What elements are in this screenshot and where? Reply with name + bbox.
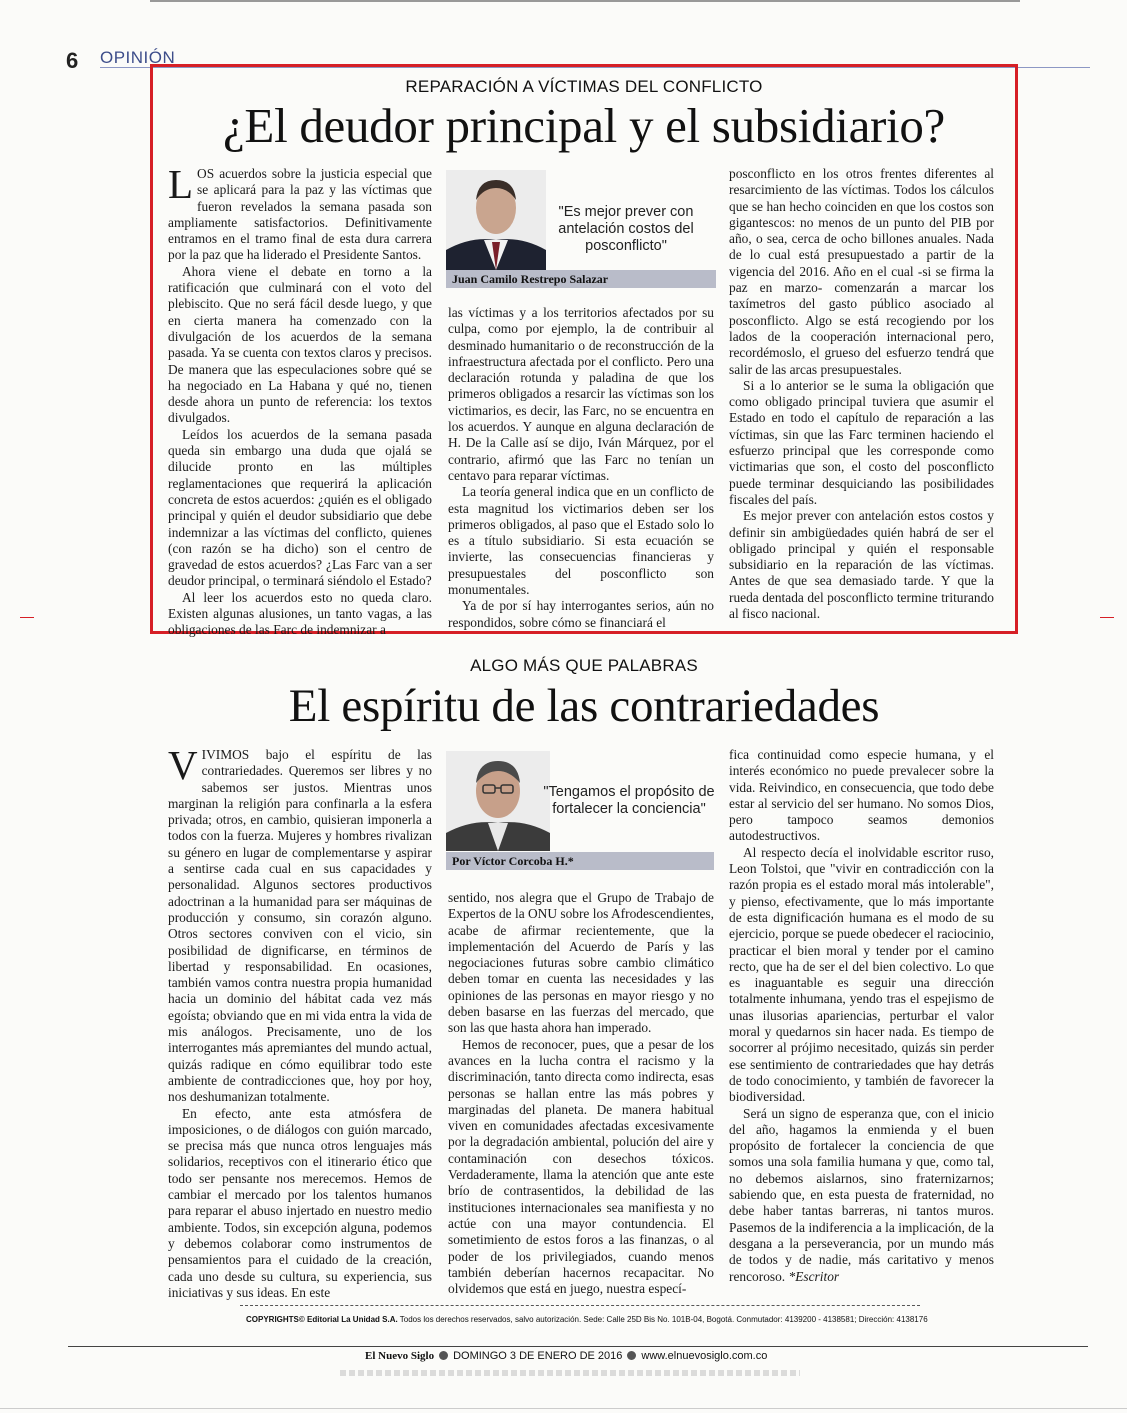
dropcap: L	[168, 161, 194, 207]
pull-quote: "Tengamos el propósito de fortalecer la conciencia"	[543, 784, 715, 817]
signoff: *Escritor	[788, 1268, 840, 1284]
faint-bleedthrough	[340, 1370, 800, 1376]
article2-headline: El espíritu de las contrariedades	[288, 680, 880, 732]
article2-column-2	[448, 890, 714, 1297]
footer-date: DOMINGO 3 DE ENERO DE 2016	[453, 1350, 623, 1362]
paragraph: Hemos de reconocer, pues, que a pesar de los avances en la lucha contra el racismo y la discriminación, tanto directa como indirecta, esas personas se hallan entre las más pobres y marginadas del planeta. De manera habitual viven en comunidades afectadas excesivamente por la degradación ambiental, polución del aire y contaminación con desechos tóxicos. Verdaderamente, llama la atención que ante este brío de contrasentidos, la debilidad de las instituciones internacionales sea manifiesta y no actúe con una mayor contundencia. El sometimiento de estos foros a las finanzas, o al poder de los privilegiados, cuando menos también deberían hacernos recapacitar. No olvidemos que está en juego, nuestra especí-	[448, 1036, 714, 1297]
dropcap: V	[168, 742, 198, 788]
article2-column-1	[168, 742, 432, 1301]
paragraph: Será un signo de esperanza que, con el inicio del año, hagamos la enmienda y el buen propósito de fortalecer la conciencia de que somos una sola familia humana y que, como tal, no debemos aislarnos, sino fraternizarnos; sabiendo que, en esta puesta de fraternidad, no debe haber tantas barreras, ni tantos muros. Pasemos de la indiferencia a la implicación, de la desgana a la perseverancia, por un mundo más de todos y de nadie, más caritativo y menos rencoroso.	[729, 1105, 994, 1284]
article1-column-2	[448, 305, 714, 631]
paragraph: La teoría general indica que en un conflicto de esta magnitud los victimarios deben ser los primeros obligados, al paso que el Estado solo lo es a título subsidiario. Si esta ecuación se invierte, las consecuencias financieras y presupuestales del posconflicto son monumentales.	[448, 484, 714, 598]
bullet-icon	[627, 1351, 636, 1360]
article2-kicker: ALGO MÁS QUE PALABRAS	[470, 656, 698, 675]
paragraph: las víctimas y a los territorios afectados por su culpa, como por ejemplo, la de contribuir al desminado humanitario o de reconstrucción de la infraestructura afectada por el conflicto. Pero una declaración rotunda y paladina de que los primeros obligados a resarcir las víctimas son los victimarios, es decir, las Farc, no se encuentra en los acuerdos. Y aunque en alguna declaración de H. De la Calle así se dijo, Iván Márquez, por el contrario, afirmó que las Farc no tenían un centavo para reparar víctimas.	[448, 305, 714, 483]
article1-column-3	[729, 166, 994, 622]
article1-headline: ¿El deudor principal y el subsidiario?	[222, 98, 946, 153]
footer-website[interactable]: www.elnuevosiglo.com.co	[641, 1350, 768, 1362]
footer-rule	[68, 1346, 1088, 1347]
margin-mark	[20, 617, 34, 618]
article2-column-3	[729, 747, 994, 1285]
bullet-icon	[439, 1351, 448, 1360]
author-photo	[446, 170, 546, 270]
author-byline: Por Víctor Corcoba H.*	[446, 852, 714, 870]
author-photo	[446, 751, 550, 851]
page-number: 6	[66, 48, 79, 73]
section-label: OPINIÓN	[100, 48, 176, 67]
paragraph: En efecto, ante esta atmósfera de imposiciones, o de diálogos con guión marcado, se precisa más que nunca otros lenguajes más solidarios, receptivos con el itinerario ético que todo ser pensante nos merecemos. Hemos de cambiar el mercado por los talentos humanos para reparar el abuso injertado en nuestro medio ambiente. Todos, sin excepción alguna, podemos y debemos colaborar como instrumentos de pensamientos para el cuidado de la creación, cada uno desde su cultura, su experiencia, sus iniciativas y sus ideas. En este	[168, 1105, 432, 1300]
paragraph: Es mejor prever con antelación estos costos y definir sin ambigüedades quién habrá de ser el obligado principal y quién el responsable subsidiario en la reparación de las víctimas. Antes de que sea demasiado tarde. Y que la rueda dentada del posconflicto termine triturando al fisco nacional.	[729, 508, 994, 622]
margin-mark	[1100, 617, 1114, 618]
top-rule	[150, 0, 1020, 2]
footer-line	[365, 1350, 767, 1362]
bottom-rule	[0, 1408, 1127, 1409]
copyright-rule	[240, 1305, 920, 1306]
copyright-lead: COPYRIGHTS© Editorial La Unidad S.A.	[246, 1315, 398, 1324]
pull-quote: "Es mejor prever con antelación costos del posconflicto"	[558, 204, 694, 254]
article1-column-1	[168, 161, 432, 639]
copyright-line	[246, 1315, 928, 1324]
article1-kicker: REPARACIÓN A VÍCTIMAS DEL CONFLICTO	[405, 77, 763, 96]
paragraph: posconflicto en los otros frentes diferentes al resarcimiento de las víctimas. Todos los cálculos que se han hecho coinciden en que los costos son gigantescos: no menos de un punto del PIB por año, o sea, cerca de ocho billones anuales. Nada de lo cual está presupuestado a partir de la vigencia del 2016. Año en el cual -si se firma la paz en marzo- comenzarán a marcar los taxímetros del gasto público asociado al posconflicto. Algo se está recogiendo por los lados de la cooperación internacional pero, recordémoslo, el grueso del esfuerzo tendrá que salir de las arcas presupuestales.	[729, 166, 994, 377]
paragraph: OS acuerdos sobre la justicia especial que se aplicará para la paz y las víctimas que fueron revelados la semana pasada son ampliamente satisfactorios. Definitivamente entramos en el tramo final de esta dura carrera por la paz que ha liderado el Presidente Santos.	[168, 166, 432, 263]
author-byline: Juan Camilo Restrepo Salazar	[446, 270, 716, 288]
paragraph: Ya de por sí hay interrogantes serios, aún no respondidos, sobre cómo se financiará el	[448, 598, 714, 630]
paragraph: sentido, nos alegra que el Grupo de Trabajo de Expertos de la ONU sobre los Afrodescendientes, acabe de afirmar recientemente, que la implementación del Acuerdo de París y las negociaciones futuras sobre cambio climático deben tomar en cuenta las necesidades y las opiniones de las personas en mayor riesgo y no deben basarse en las fuerzas del mercado, que son las que hasta ahora han imperado.	[448, 890, 714, 1036]
paragraph: Al respecto decía el inolvidable escritor ruso, Leon Tolstoi, que "vivir en contradicción con la razón propia es el estado moral más intolerable", y pienso, efectivamente, que lo más importante de esta dignificación humana es el modo de su ejercicio, porque se puede obedecer el raciocinio, practicar el bien moral y tender por el camino recto, que ha de ser el del bien colectivo. Lo que es inaguantable es seguir una dirección totalmente inhumana, yendo tras el espejismo de unas ilusorias apariencias, perturbar el valor moral y quedarnos sin hacer nada. Es tiempo de socorrer al prójimo necesitado, quizás sin perder ese sentimiento de contrariedades que hay detrás de todo conocimiento, y también de favorecer la biodiversidad.	[729, 844, 994, 1105]
paragraph: Leídos los acuerdos de la semana pasada queda sin embargo una duda que ojalá se dilucide pronto en las múltiples reglamentaciones que requerirá la aplicación concreta de estos acuerdos: ¿quién es el obligado principal y quién el deudor subsidiario que debe indemnizar a las víctimas del conflicto, quienes (con razón se ha dicho) son el centro de gravedad de estos acuerdos? ¿Las Farc van a ser deudor principal, o terminará siéndolo el Estado?	[168, 426, 432, 589]
paragraph: IVIMOS bajo el espíritu de las contrariedades. Queremos ser libres y no sabemos ser justos. Mientras unos marginan la religión para confinarla a la esfera privada; otros, en cambio, quisieran imponerla a todos con la fuerza. Mujeres y hombres rivalizan su género en lugar de complementarse y aspirar a sentirse cada cual en sus capacidades y personalidad. Algunos sectores productivos adoctrinan a la humanidad para ser máquinas de producción y consumo, sin corazón alguno. Otros sectores conviven con el vicio, sin posibilidad de dignificarse, en términos de libertad y responsabilidad. En ocasiones, también vamos contra nuestra propia humanidad hacia un dominio del hábitat cada vez más egoísta; obviando que en mi vida entra la vida de mis análogos. Precisamente, uno de los interrogantes más apremiantes del mundo actual, quizás radique en cómo equilibrar todo este ambiente de contradicciones que, hoy por hoy, nos deshumanizan totalmente.	[168, 747, 432, 1105]
paper-name: El Nuevo Siglo	[365, 1350, 435, 1362]
paragraph: Al leer los acuerdos esto no queda claro. Existen algunas alusiones, un tanto vagas, a las obligaciones de las Farc de indemnizar a	[168, 589, 432, 638]
paragraph: fica continuidad como especie humana, y el interés económico no puede prevalecer sobre la vida. Reivindico, en consecuencia, que todo debe estar al servicio del ser humano. No somos Dios, pero tampoco seamos demonios autodestructivos.	[729, 747, 994, 844]
copyright-text: Todos los derechos reservados, salvo autorización. Sede: Calle 25D Bis No. 101B-04, Bogotá. Conmutador: 4139200 - 4138581; Dirección: 4138176	[399, 1315, 928, 1324]
paragraph: Si a lo anterior se le suma la obligación que como obligado principal tuviera que asumir el Estado en todo el capítulo de reparación a las víctimas, sin que las Farc terminen haciendo el esfuerzo principal que les corresponde como victimarias que son, el costo del posconflicto puede terminar desquiciando las posibilidades fiscales del país.	[729, 377, 994, 507]
paragraph: Ahora viene el debate en torno a la ratificación que culminará con el voto del plebiscito. Que no será fácil desde luego, y que en cierta manera ha comenzado con la divulgación de los acuerdos de la semana pasada. Ya se cuenta con textos claros y precisos. De manera que las especulaciones sobre qué se ha negociado en La Habana y qué no, tienen desde ahora un punto de referencia: los textos divulgados.	[168, 263, 432, 426]
